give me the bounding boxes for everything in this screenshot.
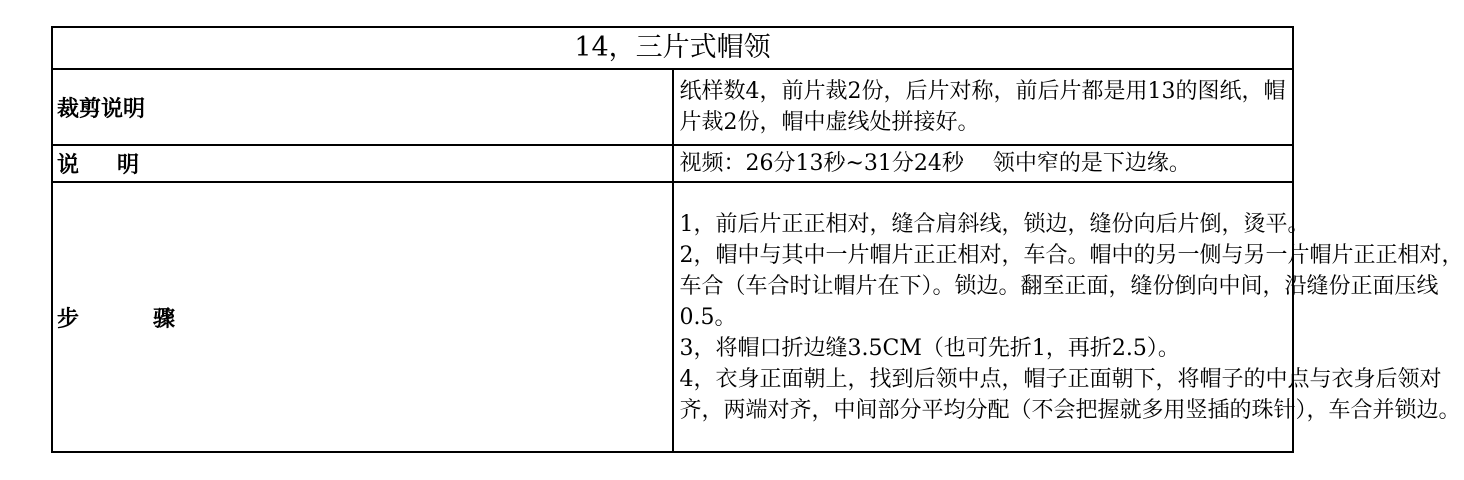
cutting-row (52, 69, 1293, 145)
note-label-char: 说 (57, 153, 80, 178)
note-label (52, 145, 673, 182)
instruction-table (51, 26, 1464, 453)
step-line: 齐，两端对齐，中间部分平均分配（不会把握就多用竖插的珠针），车合并锁边。 (679, 397, 1461, 423)
steps-row (52, 182, 1293, 452)
title-row (52, 27, 1293, 69)
cutting-text: 纸样数4，前片裁2份，后片对称，前后片都是用13的图纸，帽片裁2份，帽中虚线处拼接好。 (673, 69, 1294, 145)
steps-label-char: 步 (57, 306, 80, 332)
steps-label-char: 骤 (152, 306, 175, 332)
note-text: 视频：26分13秒~31分24秒 领中窄的是下边缘。 (673, 145, 1294, 182)
table-title: 14，三片式帽领 (52, 27, 1293, 69)
note-row (52, 145, 1293, 182)
note-label-char: 明 (116, 153, 139, 178)
step-line: 1，前后片正正相对，缝合肩斜线，锁边，缝份向后片倒，烫平。 (679, 211, 1310, 237)
step-line: 3，将帽口折边缝3.5CM（也可先折1，再折2.5）。 (679, 335, 1180, 361)
cutting-label: 裁剪说明 (52, 69, 673, 145)
step-line: 车合（车合时让帽片在下）。锁边。翻至正面，缝份倒向中间，沿缝份正面压线 (679, 273, 1439, 299)
step-line: 0.5。 (679, 304, 737, 330)
step-line: 4，衣身正面朝上，找到后领中点，帽子正面朝下，将帽子的中点与衣身后领对 (679, 366, 1442, 392)
steps-text (673, 182, 1464, 452)
steps-label (52, 182, 673, 452)
step-line: 2，帽中与其中一片帽片正正相对，车合。帽中的另一侧与另一片帽片正正相对， (679, 242, 1464, 268)
